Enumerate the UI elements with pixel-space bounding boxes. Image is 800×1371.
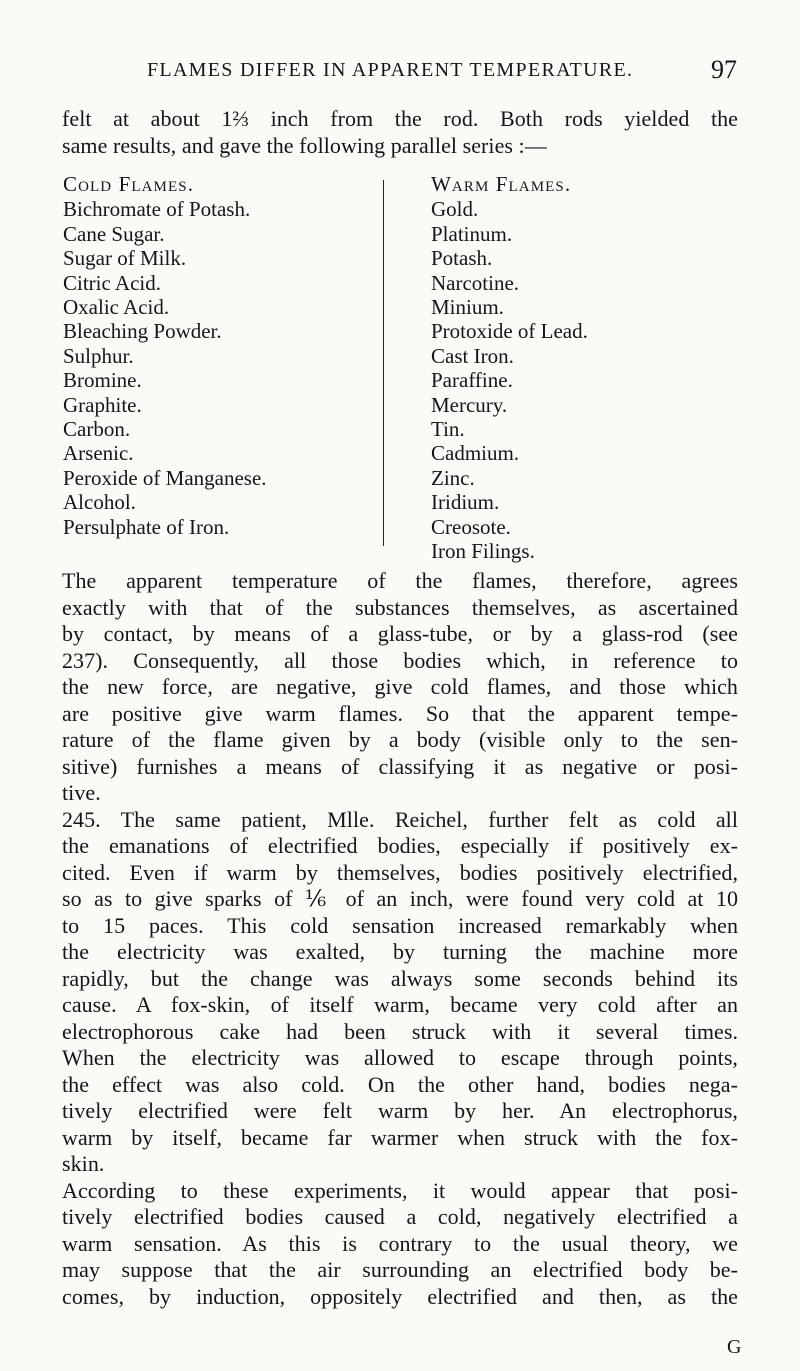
intro-paragraph bbox=[62, 106, 738, 159]
cold-flame-item: Sulphur. bbox=[63, 343, 134, 368]
warm-flame-item: Potash. bbox=[431, 246, 493, 271]
cold-flame-item: Cane Sugar. bbox=[63, 221, 165, 246]
flame-series-table bbox=[62, 172, 736, 564]
cold-flames-heading: Cold Flames. bbox=[63, 172, 195, 196]
intro-line: same results, and gave the following parallel series :— bbox=[62, 132, 547, 158]
body-line: When the electricity was allowed to escape through points, bbox=[62, 1045, 738, 1070]
body-line: so as to give sparks of ⅙ of an inch, were found very cold at 10 bbox=[62, 886, 738, 911]
body-line: the new force, are negative, give cold flames, and those which bbox=[62, 674, 738, 699]
warm-flame-item: Gold. bbox=[431, 197, 479, 222]
intro-line: felt at about 1⅔ inch from the rod. Both rods yielded the bbox=[62, 106, 738, 131]
cold-flame-item: Oxalic Acid. bbox=[63, 295, 170, 320]
body-line: warm sensation. As this is contrary to the usual theory, we bbox=[62, 1230, 738, 1256]
page-header bbox=[147, 55, 737, 85]
body-line: cited. Even if warm by themselves, bodies positively electrified, bbox=[62, 859, 738, 885]
body-line: electrophorous cake had been struck with it several times. bbox=[62, 1018, 738, 1044]
warm-flame-item: Tin. bbox=[431, 417, 465, 442]
cold-flame-item: Citric Acid. bbox=[63, 270, 161, 295]
cold-flame-item: Alcohol. bbox=[63, 490, 136, 515]
body-line: tively electrified were felt warm by her. An electrophorus, bbox=[62, 1098, 738, 1123]
running-head: FLAMES DIFFER IN APPARENT TEMPERATURE. bbox=[147, 59, 634, 81]
body-line: the electricity was exalted, by turning the machine more bbox=[62, 939, 738, 964]
body-line: skin. bbox=[62, 1151, 105, 1176]
cold-flame-item: Graphite. bbox=[63, 392, 142, 417]
body-line: 237). Consequently, all those bodies which, in reference to bbox=[62, 647, 738, 673]
body-line: cause. A fox-skin, of itself warm, became very cold after an bbox=[62, 992, 738, 1017]
cold-flame-item: Bleaching Powder. bbox=[63, 319, 222, 344]
body-line: warm by itself, became far warmer when struck with the fox- bbox=[62, 1124, 738, 1150]
warm-flame-item: Creosote. bbox=[431, 514, 511, 539]
body-line: to 15 paces. This cold sensation increased remarkably when bbox=[62, 912, 738, 938]
body-line: tive. bbox=[62, 780, 101, 805]
cold-flame-item: Carbon. bbox=[63, 417, 131, 442]
body-line: rature of the flame given by a body (visible only to the sen- bbox=[62, 727, 738, 752]
body-line: may suppose that the air surrounding an electrified body be- bbox=[62, 1257, 738, 1282]
cold-flames-column bbox=[63, 172, 393, 552]
warm-flame-item: Platinum. bbox=[431, 221, 513, 246]
body-line: tively electrified bodies caused a cold, negatively electrified a bbox=[62, 1204, 738, 1229]
cold-flame-item: Peroxide of Manganese. bbox=[63, 465, 267, 490]
warm-flame-item: Zinc. bbox=[431, 465, 475, 490]
warm-flames-heading: Warm Flames. bbox=[431, 172, 572, 196]
main-text bbox=[62, 568, 738, 1310]
body-line: 245. The same patient, Mlle. Reichel, further felt as cold all bbox=[62, 806, 738, 832]
page-number: 97 bbox=[711, 55, 737, 84]
cold-flame-item: Arsenic. bbox=[63, 441, 134, 466]
cold-flame-item: Sugar of Milk. bbox=[63, 246, 187, 271]
warm-flame-item: Cadmium. bbox=[431, 441, 520, 466]
body-line: sitive) furnishes a means of classifying it as negative or posi- bbox=[62, 753, 738, 779]
warm-flame-item: Narcotine. bbox=[431, 270, 520, 295]
cold-flame-item: Bichromate of Potash. bbox=[63, 197, 251, 222]
body-line: the effect was also cold. On the other hand, bodies nega- bbox=[62, 1071, 738, 1097]
warm-flame-item: Iron Filings. bbox=[431, 539, 535, 564]
body-line: comes, by induction, oppositely electrified and then, as the bbox=[62, 1283, 738, 1309]
cold-flame-item: Bromine. bbox=[63, 368, 142, 393]
cold-flame-item: Persulphate of Iron. bbox=[63, 514, 230, 539]
warm-flame-item: Paraffine. bbox=[431, 368, 513, 393]
body-line: by contact, by means of a glass-tube, or by a glass-rod (see bbox=[62, 621, 738, 646]
warm-flame-item: Iridium. bbox=[431, 490, 500, 515]
warm-flame-item: Minium. bbox=[431, 295, 504, 320]
body-line: exactly with that of the substances themselves, as ascertained bbox=[62, 594, 738, 620]
warm-flame-item: Protoxide of Lead. bbox=[431, 319, 588, 344]
column-divider bbox=[383, 180, 384, 546]
body-line: are positive give warm flames. So that the apparent tempe- bbox=[62, 700, 738, 726]
warm-flame-item: Cast Iron. bbox=[431, 343, 514, 368]
body-line: The apparent temperature of the flames, therefore, agrees bbox=[62, 568, 738, 593]
body-line: rapidly, but the change was always some seconds behind its bbox=[62, 965, 738, 991]
warm-flame-item: Mercury. bbox=[431, 392, 508, 417]
signature-mark: G bbox=[727, 1336, 742, 1358]
warm-flames-column bbox=[431, 172, 731, 564]
body-line: the emanations of electrified bodies, especially if positively ex- bbox=[62, 833, 738, 858]
body-line: According to these experiments, it would appear that posi- bbox=[62, 1177, 738, 1203]
